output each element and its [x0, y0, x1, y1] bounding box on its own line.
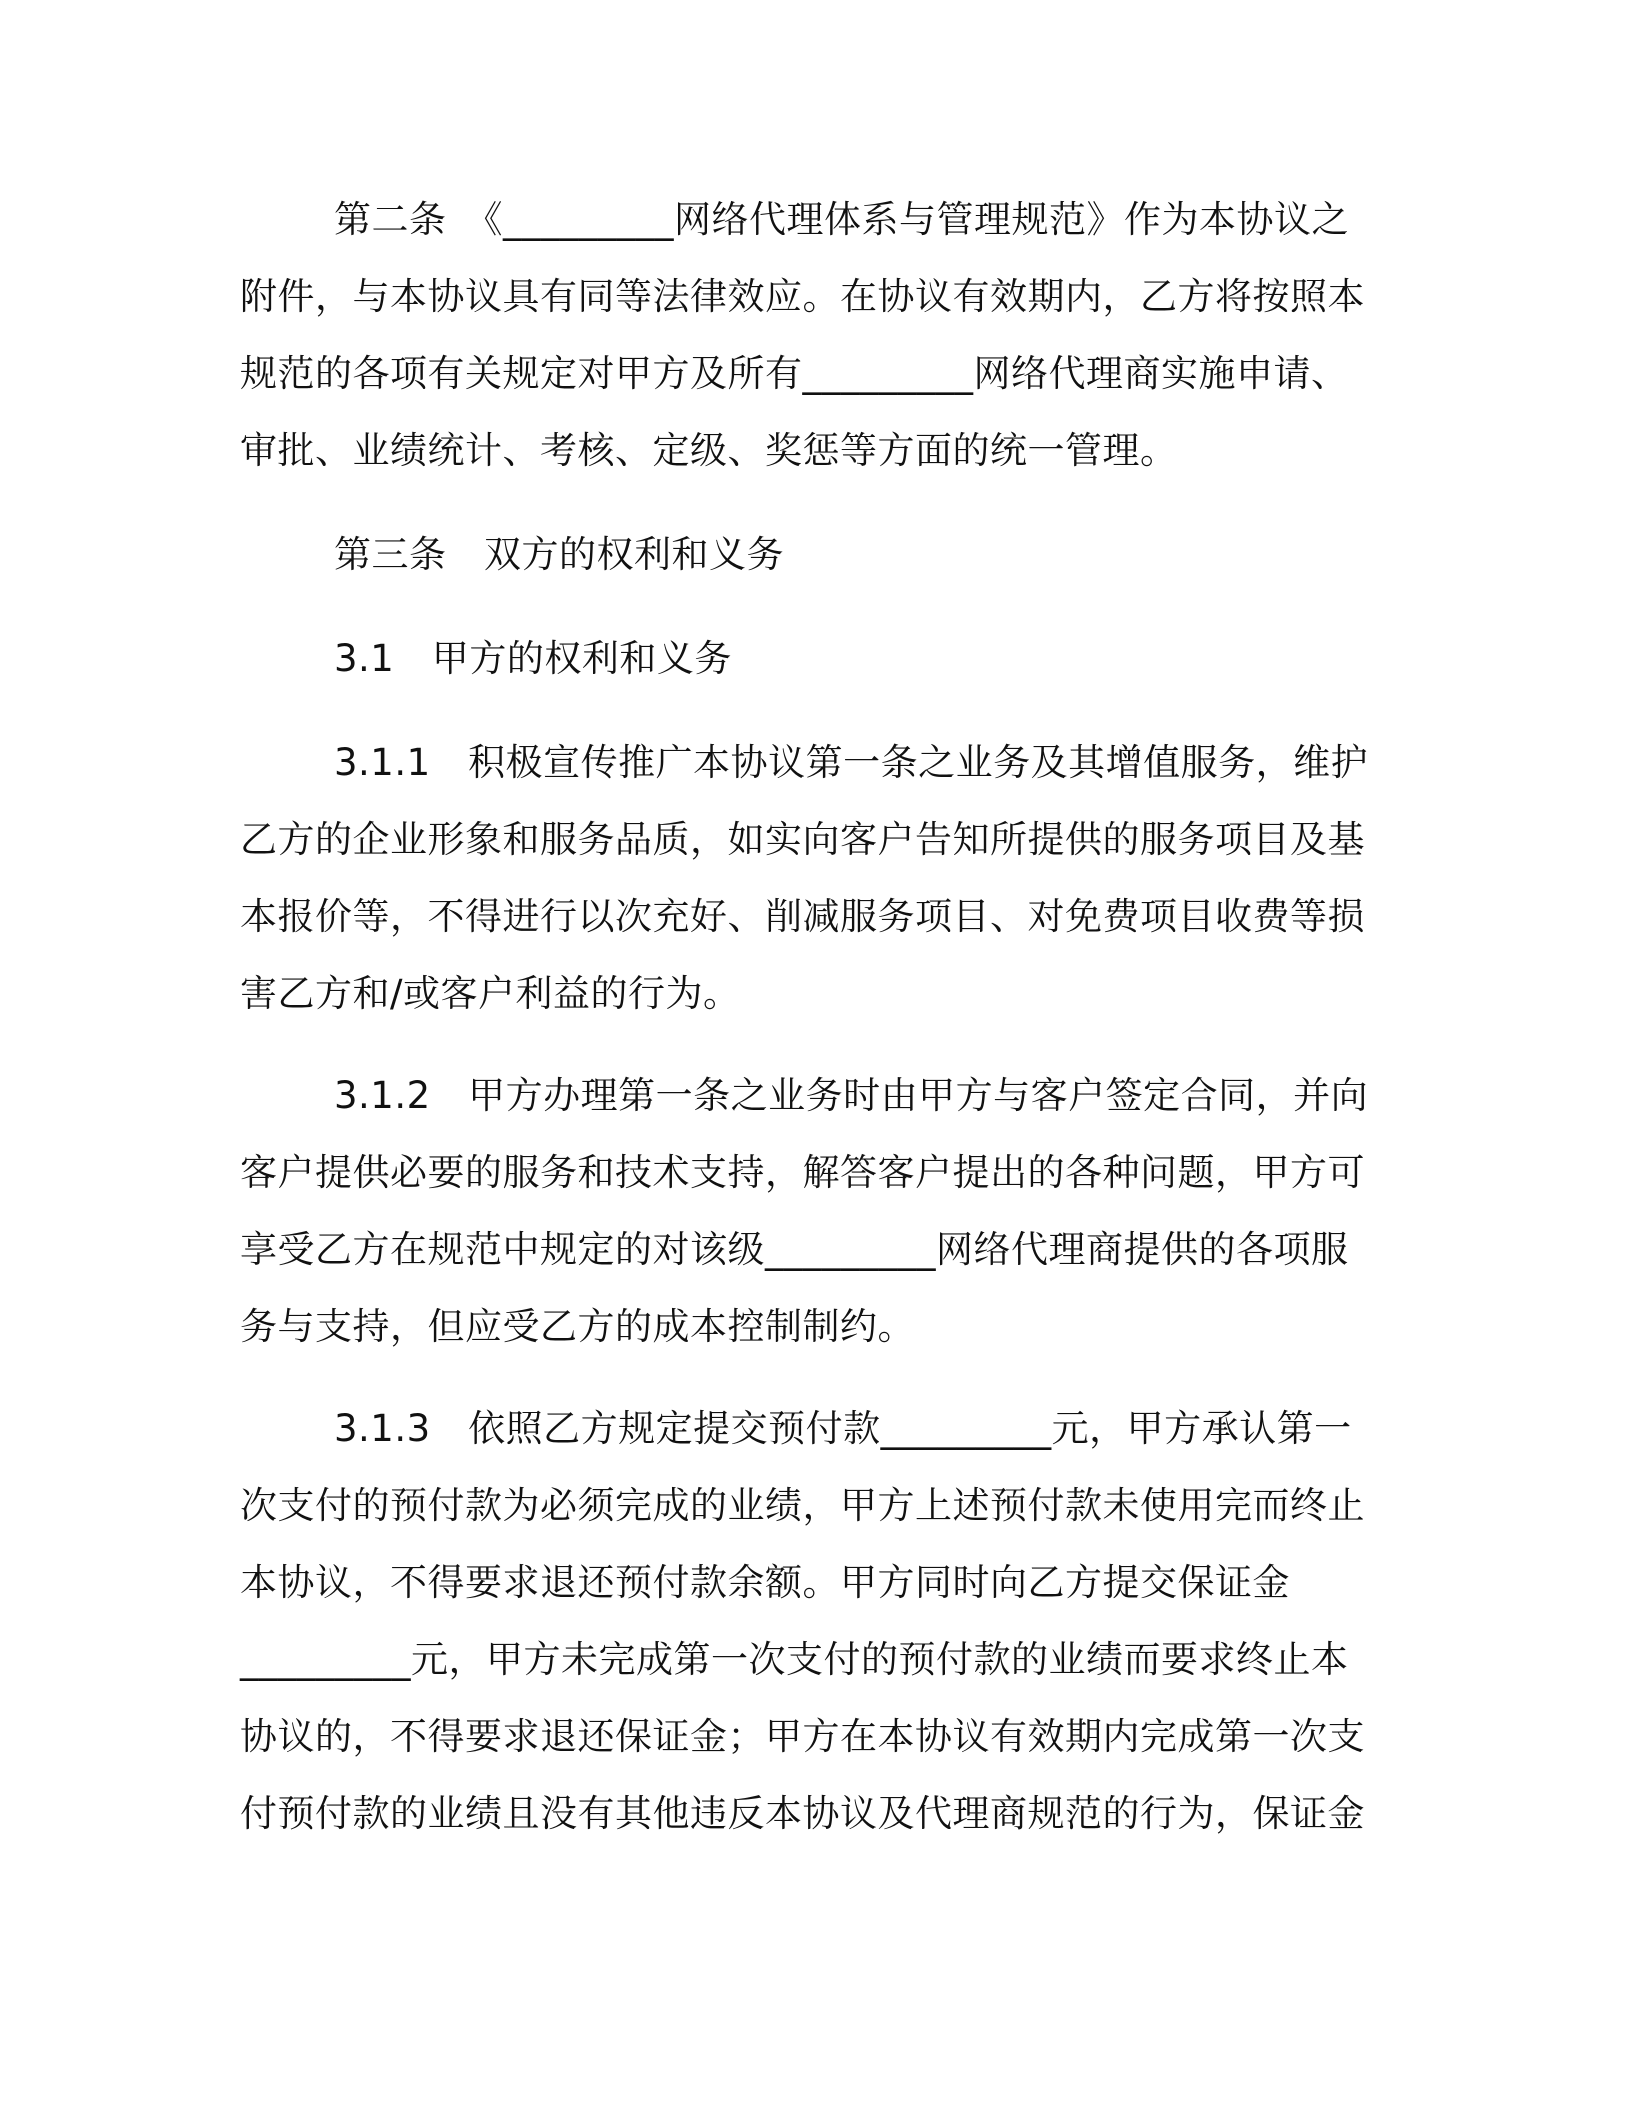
section-3-1-heading: 3.1 甲方的权利和义务 [334, 637, 732, 680]
article-2-line-2: 附件，与本协议具有同等法律效应。在协议有效期内，乙方将按照本 [240, 275, 1365, 318]
article-2-line-1: 第二条 《_________网络代理体系与管理规范》作为本协议之 [334, 198, 1349, 241]
clause-3-1-3-line-2: 次支付的预付款为必须完成的业绩，甲方上述预付款未使用完而终止 [240, 1484, 1365, 1527]
clause-3-1-1-line-1: 3.1.1 积极宣传推广本协议第一条之业务及其增值服务，维护 [334, 741, 1369, 784]
clause-3-1-3-line-3: 本协议，不得要求退还预付款余额。甲方同时向乙方提交保证金 [240, 1561, 1290, 1604]
clause-3-1-2-line-1: 3.1.2 甲方办理第一条之业务时由甲方与客户签定合同，并向 [334, 1074, 1369, 1117]
article-2-line-4: 审批、业绩统计、考核、定级、奖惩等方面的统一管理。 [240, 429, 1178, 472]
clause-3-1-1-line-3: 本报价等，不得进行以次充好、削减服务项目、对免费项目收费等损 [240, 895, 1365, 938]
clause-3-1-2-line-2: 客户提供必要的服务和技术支持，解答客户提出的各种问题，甲方可 [240, 1151, 1365, 1194]
article-2-line-3: 规范的各项有关规定对甲方及所有_________网络代理商实施申请、 [240, 352, 1349, 395]
clause-3-1-2-line-3: 享受乙方在规范中规定的对该级_________网络代理商提供的各项服 [240, 1228, 1349, 1271]
clause-3-1-1-line-4: 害乙方和/或客户利益的行为。 [240, 972, 741, 1015]
clause-3-1-3-line-5: 协议的，不得要求退还保证金；甲方在本协议有效期内完成第一次支 [240, 1715, 1365, 1758]
clause-3-1-3-line-1: 3.1.3 依照乙方规定提交预付款_________元，甲方承认第一 [334, 1407, 1352, 1450]
clause-3-1-1-line-2: 乙方的企业形象和服务品质，如实向客户告知所提供的服务项目及基 [240, 818, 1365, 861]
article-3-heading: 第三条 双方的权利和义务 [334, 533, 784, 576]
clause-3-1-2-line-4: 务与支持，但应受乙方的成本控制制约。 [240, 1305, 915, 1348]
clause-3-1-3-line-6: 付预付款的业绩且没有其他违反本协议及代理商规范的行为，保证金 [240, 1792, 1365, 1835]
clause-3-1-3-line-4: _________元，甲方未完成第一次支付的预付款的业绩而要求终止本 [240, 1638, 1349, 1681]
